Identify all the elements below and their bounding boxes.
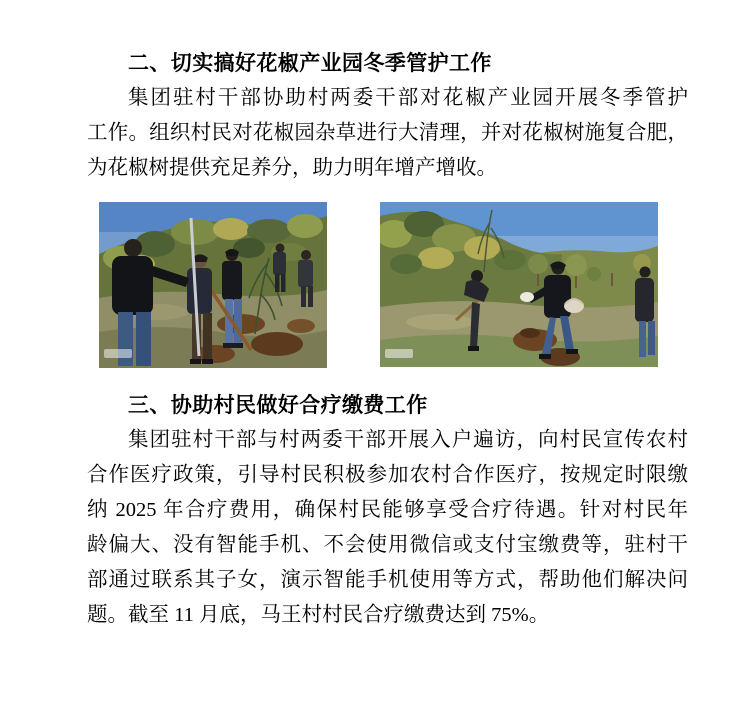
fertilizer-bag	[520, 292, 534, 302]
paragraph-line: 合作医疗政策，引导村民积极参加农村合作医疗，按规定时限缴	[87, 464, 688, 486]
watermark	[385, 349, 413, 358]
paragraph-line: 集团驻村干部与村两委干部开展入户遍访，向村民宣传农村	[128, 429, 688, 451]
photos-row	[99, 202, 658, 368]
paragraph-line: 工作。组织村民对花椒园杂草进行大清理，并对花椒树施复合肥，	[87, 122, 688, 144]
orchard-weeding-photo	[99, 202, 327, 368]
section-3-heading: 三、协助村民做好合疗缴费工作	[128, 394, 428, 417]
paragraph-line: 题。截至 11 月底，马王村村民合疗缴费达到 75%。	[87, 604, 550, 626]
paragraph-line: 部通过联系其子女，演示智能手机使用等方式，帮助他们解决问	[87, 569, 688, 591]
section-3-paragraph	[87, 423, 688, 633]
section-2-paragraph	[87, 81, 688, 186]
paragraph-line: 龄偏大、没有智能手机、不会使用微信或支付宝缴费等，驻村干	[87, 534, 688, 556]
orchard-fertilizing-photo	[380, 202, 658, 367]
section-2-heading: 二、切实搞好花椒产业园冬季管护工作	[128, 52, 492, 75]
soil-patch	[251, 332, 303, 356]
watermark	[104, 349, 132, 358]
paragraph-line: 纳 2025 年合疗费用，确保村民能够享受合疗待遇。针对村民年	[87, 499, 688, 521]
paragraph-line: 集团驻村干部协助村两委干部对花椒产业园开展冬季管护	[128, 87, 688, 109]
soil-patch	[520, 328, 540, 338]
paragraph-line: 为花椒树提供充足养分，助力明年增产增收。	[87, 157, 497, 179]
soil-patch	[287, 319, 315, 333]
